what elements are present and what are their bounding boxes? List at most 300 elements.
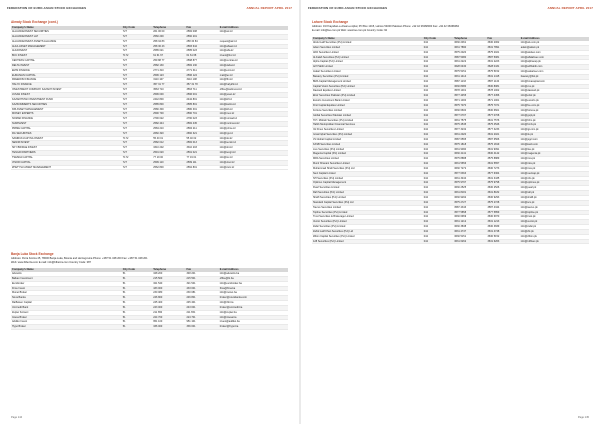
cell-fax: 3630 6970	[487, 215, 520, 220]
cell-city-code: 042	[423, 239, 453, 244]
cell-city-code: 727	[122, 30, 152, 34]
cell-company-name: Al-Falah Securities (Pvt) Limited	[312, 55, 423, 60]
cell-fax: 3630 4142	[487, 152, 520, 157]
cell-company-name: RG SECURITIES	[11, 131, 122, 136]
cell-company-name: Magenta Capital (Pvt) Limited	[312, 152, 423, 157]
cell-fax: 2596 001	[186, 92, 219, 97]
cell-fax: 2596 124	[186, 73, 219, 78]
cell-email[interactable]: info@arifhabib.com	[520, 65, 589, 70]
cell-city-code: 042	[423, 147, 453, 152]
cell-company-name: PRIME CAPITAL	[11, 126, 122, 131]
cell-fax: 3575 1819	[487, 142, 520, 147]
cell-company-name: Fortune Securities Limited	[312, 108, 423, 113]
cell-email[interactable]: info@bmacapital.com	[520, 79, 589, 84]
cell-company-name: Escorts Investment Bank Limited	[312, 99, 423, 104]
cell-telephone: 215 500	[152, 276, 185, 281]
col-header-city: City Code	[122, 26, 152, 30]
cell-telephone: 3630 2061	[453, 41, 486, 45]
cell-fax: 3630 6601	[487, 108, 520, 113]
cell-city-code: 042	[423, 176, 453, 181]
cell-telephone: 2596 000	[152, 92, 185, 97]
col-header-fax: Fax	[487, 37, 520, 41]
cell-telephone: 2560 200	[152, 34, 185, 39]
cell-telephone: 3631 4747	[453, 229, 486, 234]
cell-email[interactable]: info@mss.pk	[520, 166, 589, 171]
cell-company-name: MRA Securities Limited	[312, 157, 423, 162]
left-exchange-web: Web: www.blberza.com E-mail: info@blberza.com Country Code: 387	[11, 260, 91, 264]
cell-telephone: 259 88 77	[152, 59, 185, 64]
cell-telephone: 243 000	[152, 305, 185, 310]
cell-company-name: SAMRUK-KAZYNA INVEST	[11, 136, 122, 141]
col-header-email: E-mail Address	[219, 268, 288, 272]
cell-telephone: 3575 7070	[453, 103, 486, 108]
page-gutter	[299, 0, 301, 424]
cell-email[interactable]: fima@fima.ba	[219, 286, 288, 291]
cell-email[interactable]: info@visor.kz	[219, 160, 288, 165]
cell-email[interactable]: info@gspl.pk	[520, 113, 589, 118]
cell-telephone: 3587 1133	[453, 79, 486, 84]
cell-email[interactable]: request@aic.kz	[219, 39, 288, 44]
cell-fax: 3628 0431	[487, 65, 520, 70]
cell-company-name: ZHETYSU ASSET MANAGEMENT	[11, 165, 122, 170]
cell-email[interactable]: info@sbi.kz	[219, 146, 288, 151]
cell-fax: 3630 9293	[487, 196, 520, 201]
cell-company-name: Rafi Securities (Pvt) Limited	[312, 191, 423, 196]
cell-email[interactable]: info@nextcap.pk	[520, 171, 589, 176]
cell-company-name: DELTA INVEST	[11, 63, 122, 68]
cell-email[interactable]: info@ffin.kz	[219, 78, 288, 83]
cell-company-name: Balkan Investment	[11, 276, 122, 281]
cell-fax: 243 001	[186, 305, 219, 310]
cell-telephone: 951 100	[152, 320, 185, 325]
cell-city-code: 727	[122, 88, 152, 93]
cell-telephone: 3577 3232	[453, 128, 486, 133]
cell-email[interactable]: adam@adam.pk	[520, 45, 589, 50]
cell-fax: 3630 2062	[487, 41, 520, 45]
cell-company-name: ALLIANCEINVEST SECURITIES	[11, 30, 122, 34]
cell-email[interactable]: info@dawood.pk	[520, 89, 589, 94]
cell-email[interactable]: info@monet.ba	[219, 291, 288, 296]
right-exchange-web: E-mail: info@lse.com.pk Web: www.lse.com.pk Country Code: 92	[312, 28, 388, 32]
cell-telephone: 2582 444	[152, 122, 185, 127]
cell-fax: 951 101	[186, 320, 219, 325]
cell-email[interactable]: info@eurobroker.ba	[219, 281, 288, 286]
col-header-fax: Fax	[186, 268, 219, 272]
cell-telephone: 348 200	[152, 272, 185, 276]
cell-city-code: 042	[423, 196, 453, 201]
cell-telephone: 3578 1001	[453, 89, 486, 94]
cell-company-name: KIB ASSET MANAGEMENT	[11, 107, 122, 112]
cell-fax: 3575 5152	[487, 70, 520, 75]
cell-email[interactable]: broker@unicredit.ba	[219, 305, 288, 310]
cell-company-name: NURINVEST	[11, 122, 122, 127]
right-page	[304, 0, 597, 424]
cell-company-name: Muhammad Shafi Securities (Pvt) Ltd	[312, 166, 423, 171]
cell-fax: 2582 013	[186, 141, 219, 146]
cell-telephone: 321 540	[152, 281, 185, 286]
cell-email[interactable]: info@zepter.ba	[219, 310, 288, 315]
cell-city-code: 042	[423, 229, 453, 234]
cell-telephone: 246 800	[152, 296, 185, 301]
cell-city-code: 042	[423, 123, 453, 128]
cell-fax: 3631 1213	[487, 220, 520, 225]
cell-fax: 3630 7273	[487, 166, 520, 171]
cell-email[interactable]: mail@ec.kz	[219, 73, 288, 78]
left-exchange-info	[11, 257, 288, 264]
cell-email[interactable]: info@hmfs.pk	[520, 123, 589, 128]
cell-company-name: MONEY EXPERTS	[11, 112, 122, 117]
cell-fax: 3631 7891	[487, 45, 520, 50]
cell-city-code: 727	[122, 49, 152, 54]
cell-telephone: 224 700	[152, 315, 185, 320]
cell-email[interactable]: info@zafar.pk	[520, 225, 589, 230]
cell-email[interactable]: info@fce.com.pk	[520, 103, 589, 108]
cell-email[interactable]: info@jsgcl.com	[520, 137, 589, 142]
cell-telephone: 3577 4455	[453, 94, 486, 99]
cell-company-name: NH Securities (Pvt) Limited	[312, 176, 423, 181]
cell-email[interactable]: info@tengri.kz	[219, 151, 288, 156]
cell-company-name: Ismail Iqbal Securities (Pvt) Limited	[312, 133, 423, 138]
cell-company-name: INVESTMENT COMPANY KAZAKH INVEST	[11, 88, 122, 93]
cell-email[interactable]: info@nomad.kz	[219, 117, 288, 122]
cell-city-code: 727	[122, 39, 152, 44]
cell-email[interactable]: info@ski.kz	[219, 136, 288, 141]
col-header-city: City Code	[423, 37, 453, 41]
cell-company-name: TENGRI PARTNERS	[11, 151, 122, 156]
cell-city-code: 042	[423, 60, 453, 65]
cell-telephone: 3630 6969	[453, 215, 486, 220]
cell-email[interactable]: info@askarisec.com	[520, 70, 589, 75]
cell-city-code: 727	[122, 165, 152, 170]
cell-email[interactable]: info@igi.com.pk	[520, 128, 589, 133]
cell-telephone: 3630 3838	[453, 225, 486, 230]
cell-telephone: 258 34 83	[152, 39, 185, 44]
cell-email[interactable]: broker@novabanka.com	[219, 296, 288, 301]
cell-company-name: Addiko Invest	[11, 320, 122, 325]
cell-email[interactable]: info@kasb.com	[520, 142, 589, 147]
cell-email[interactable]: info@zam.kz	[219, 165, 288, 170]
cell-fax: 3575 4546	[487, 123, 520, 128]
cell-telephone: 2591 020	[152, 151, 185, 156]
cell-email[interactable]: info@mra.pk	[520, 157, 589, 162]
cell-fax: 3631 4748	[487, 229, 520, 234]
cell-telephone: 3577 5858	[453, 210, 486, 215]
cell-city-code: 042	[423, 70, 453, 75]
cell-telephone: 3630 8080	[453, 84, 486, 89]
cell-company-name: Raiffeisen Capital	[11, 301, 122, 306]
cell-email[interactable]: info@tsc.kz	[219, 155, 288, 160]
cell-telephone: 3631 1212	[453, 220, 486, 225]
cell-email[interactable]: info@escorts.pk	[520, 99, 589, 104]
cell-company-name: VISOR CAPITAL	[11, 160, 122, 165]
cell-fax: 433 001	[186, 286, 219, 291]
cell-email[interactable]: broker@hypo.ba	[219, 325, 288, 330]
cell-company-name: Fima Invest	[11, 286, 122, 291]
left-report-header: ANNUAL REPORT APRIL 2017	[246, 6, 292, 10]
cell-email[interactable]: info@fortune.pk	[520, 108, 589, 113]
cell-email[interactable]: info@pearl.pk	[520, 186, 589, 191]
cell-city-code: 042	[423, 220, 453, 225]
cell-company-name: Monet Broker	[11, 291, 122, 296]
cell-city-code: 042	[423, 133, 453, 138]
cell-city-code: 042	[423, 41, 453, 45]
cell-email[interactable]: info@nhs.pk	[520, 176, 589, 181]
cell-fax: 3587 1134	[487, 79, 520, 84]
left-section2-title: Banja Luka Stock Exchange	[11, 252, 54, 256]
cell-company-name: ALFAINVEST	[11, 49, 122, 54]
cell-fax: 3575 7071	[487, 103, 520, 108]
cell-email[interactable]: info@als.com.pk	[520, 41, 589, 45]
cell-email[interactable]: info@nurinvest.kz	[219, 122, 288, 127]
cell-company-name: Next Capital Limited	[312, 171, 423, 176]
cell-email[interactable]: info@live.pk	[520, 147, 589, 152]
cell-email[interactable]: info@kif.kz	[219, 97, 288, 102]
right-exchange-address: Address: 19 Khayaban-e-Aiwan-e-Iqbal, PO Box 1315, Lahore 54000 Pakistan Phone: +92 42 36368000 Fax: +92 42 36368484	[312, 25, 459, 28]
cell-city-code: 727	[122, 160, 152, 165]
table-row	[11, 325, 288, 330]
cell-fax: 3587 6566	[487, 137, 520, 142]
cell-fax: 2442 801	[186, 97, 219, 102]
cell-email[interactable]: info@vector.pk	[520, 220, 589, 225]
cell-fax: 55 40 02	[186, 136, 219, 141]
cell-city-code: 51	[122, 291, 152, 296]
cell-email[interactable]: info@scs.pk	[520, 200, 589, 205]
cell-city-code: 727	[122, 78, 152, 83]
cell-company-name: Dawood Equities Limited	[312, 89, 423, 94]
cell-email[interactable]: invest@addiko.ba	[219, 320, 288, 325]
cell-telephone: 2596 123	[152, 73, 185, 78]
cell-city-code: 7172	[122, 136, 152, 141]
cell-telephone: 433 000	[152, 286, 185, 291]
cell-telephone: 2584 210	[152, 126, 185, 131]
cell-email[interactable]: office@kazinvest.kz	[219, 88, 288, 93]
col-header-fax: Fax	[186, 26, 219, 30]
cell-fax: 2580 301	[186, 107, 219, 112]
cell-email[interactable]: info@alfaam.kz	[219, 44, 288, 49]
cell-email[interactable]: info@iis.pk	[520, 133, 589, 138]
cell-telephone: 3575 2727	[453, 200, 486, 205]
cell-city-code: 51	[122, 320, 152, 325]
cell-telephone: 211 650	[152, 310, 185, 315]
cell-city-code: 727	[122, 97, 152, 102]
cell-telephone: 3631 3434	[453, 176, 486, 181]
cell-city-code: 042	[423, 137, 453, 142]
cell-email[interactable]: info@alfa.kz	[219, 49, 288, 54]
col-header-city: City Code	[122, 268, 152, 272]
cell-city-code: 51	[122, 276, 152, 281]
cell-email[interactable]: info@jusan.kz	[219, 92, 288, 97]
cell-telephone: 2442 800	[152, 97, 185, 102]
cell-email[interactable]: info@mex.kz	[219, 112, 288, 117]
cell-company-name: Hypo Broker	[11, 325, 122, 330]
cell-telephone: 3577 6363	[453, 171, 486, 176]
table-row	[11, 165, 288, 170]
cell-email[interactable]: info@zlk.pk	[520, 229, 589, 234]
cell-telephone: 3575 1818	[453, 142, 486, 147]
cell-company-name: Bawany Securities (Pvt) Limited	[312, 74, 423, 79]
cell-email[interactable]: info@aic.kz	[219, 30, 288, 34]
cell-email[interactable]: info@128sec.pk	[520, 239, 589, 244]
cell-city-code: 727	[122, 44, 152, 49]
cell-email[interactable]: invest@bcc.kz	[219, 54, 288, 59]
cell-email[interactable]: info@optimus.pk	[520, 181, 589, 186]
cell-fax: 2582 445	[186, 122, 219, 127]
cell-company-name: EURASIAN CAPITAL	[11, 73, 122, 78]
cell-telephone: 3631 7575	[453, 118, 486, 123]
cell-company-name: ALLIANCEINVEST LLP	[11, 34, 122, 39]
cell-fax: 215 501	[186, 276, 219, 281]
cell-email[interactable]: info@advantis.ba	[219, 272, 288, 276]
cell-telephone: 3628 0430	[453, 65, 486, 70]
cell-company-name: Eurobroker	[11, 281, 122, 286]
cell-fax: 3630 3839	[487, 225, 520, 230]
cell-email[interactable]: info@cvs.pk	[520, 84, 589, 89]
cell-fax: 2583 644	[186, 44, 219, 49]
right-exchange-info	[312, 25, 589, 32]
cell-city-code: 727	[122, 83, 152, 88]
cell-email[interactable]: info@akdsec.com	[520, 50, 589, 55]
cell-telephone: 336 000	[152, 325, 185, 330]
cell-company-name: Abdul Latif Securities (Pvt) Limited	[312, 41, 423, 45]
cell-email[interactable]: info@intesa.ba	[219, 315, 288, 320]
cell-city-code: 51	[122, 325, 152, 330]
cell-company-name: KAZAKHSTAN INVESTMENT FUND	[11, 97, 122, 102]
cell-telephone: 3630 9292	[453, 196, 486, 201]
cell-email[interactable]: info@shaffi.pk	[520, 196, 589, 201]
cell-city-code: 042	[423, 157, 453, 162]
cell-city-code: 51	[122, 310, 152, 315]
cell-city-code: 727	[122, 73, 152, 78]
cell-company-name: Global Securities Pakistan Limited	[312, 113, 423, 118]
cell-email[interactable]: info@prime.kz	[219, 126, 288, 131]
cell-company-name: Advantis	[11, 272, 122, 276]
cell-fax: 3563 711	[186, 88, 219, 93]
cell-city-code: 51	[122, 305, 152, 310]
cell-telephone: 2771 310	[152, 68, 185, 73]
cell-telephone: 3631 2222	[453, 60, 486, 65]
cell-telephone: 3575 5151	[453, 70, 486, 75]
cell-telephone: 3631 9090	[453, 147, 486, 152]
cell-fax: 61 61 68	[186, 54, 219, 59]
cell-city-code: 7172	[122, 54, 152, 59]
col-header-name: Company's Name	[11, 26, 122, 30]
cell-email[interactable]: info@alphacap.pk	[520, 60, 589, 65]
cell-fax: 224 701	[186, 315, 219, 320]
cell-company-name: Zafar Securities (Pvt) Limited	[312, 225, 423, 230]
cell-email[interactable]: info@alfalahsec.com	[520, 55, 589, 60]
cell-telephone: 2660 320	[152, 131, 185, 136]
cell-city-code: 727	[122, 146, 152, 151]
cell-city-code: 042	[423, 186, 453, 191]
cell-city-code: 727	[122, 68, 152, 73]
col-header-tel: Telephone	[152, 26, 185, 30]
cell-city-code: 727	[122, 151, 152, 156]
cell-city-code: 042	[423, 74, 453, 79]
cell-email[interactable]: info@senim.kz	[219, 141, 288, 146]
cell-telephone: 3630 4141	[453, 152, 486, 157]
cell-city-code: 51	[122, 272, 152, 276]
cell-fax: 2660 321	[186, 131, 219, 136]
cell-telephone: 2599 110	[152, 160, 185, 165]
cell-city-code: 042	[423, 215, 453, 220]
cell-city-code: 727	[122, 59, 152, 64]
left-members-table	[11, 26, 288, 170]
cell-email[interactable]: info@delta.kz	[219, 63, 288, 68]
cell-city-code: 042	[423, 191, 453, 196]
cell-email[interactable]: info@mks.pk	[520, 162, 589, 167]
cell-fax: 2790 023	[186, 117, 219, 122]
cell-company-name: IGI Finex Securities Limited	[312, 128, 423, 133]
cell-city-code: 042	[423, 225, 453, 230]
cell-email[interactable]: info@trust.pk	[520, 215, 589, 220]
cell-company-name: ALFA-ASSET MANAGEMENT	[11, 44, 122, 49]
cell-email[interactable]: info@halykfin.kz	[219, 83, 288, 88]
cell-city-code: 727	[122, 112, 152, 117]
cell-email[interactable]: info@hhm.pk	[520, 118, 589, 123]
right-org-header: FEDERATION OF EURO-ASIAN STOCK EXCHANGES	[308, 6, 388, 10]
cell-email[interactable]: bawany@bsl.pk	[520, 74, 589, 79]
cell-email[interactable]: info@topline.pk	[520, 210, 589, 215]
cell-company-name: Nova Banka	[11, 296, 122, 301]
cell-city-code: 51	[122, 301, 152, 306]
cell-company-name: Unicredit Bank	[11, 305, 122, 310]
cell-fax: 3575 9798	[487, 181, 520, 186]
cell-city-code: 042	[423, 99, 453, 104]
cell-company-name: Shaffi Securities (Pvt) Limited	[312, 196, 423, 201]
cell-email[interactable]: info@kazks.kz	[219, 102, 288, 107]
cell-telephone: 2585 021	[152, 49, 185, 54]
cell-city-code: 042	[423, 118, 453, 123]
cell-fax: 3631 9091	[487, 147, 520, 152]
cell-email[interactable]: info@magenta.pk	[520, 152, 589, 157]
cell-company-name: Alpha Capital (Pvt) Limited	[312, 60, 423, 65]
cell-fax: 3631 2021	[487, 133, 520, 138]
cell-email[interactable]: info@rbb.ba	[219, 301, 288, 306]
cell-telephone: 55 40 01	[152, 136, 185, 141]
cell-telephone: 2582 130	[152, 63, 185, 68]
cell-company-name: KASB Securities Limited	[312, 142, 423, 147]
left-page	[3, 0, 296, 424]
cell-city-code: 042	[423, 171, 453, 176]
cell-fax: 3587 4344	[487, 205, 520, 210]
col-header-tel: Telephone	[453, 37, 486, 41]
cell-email[interactable]: info@centras.kz	[219, 59, 288, 64]
cell-city-code: 727	[122, 107, 152, 112]
cell-email[interactable]: info@kib.kz	[219, 107, 288, 112]
cell-company-name: Adam Securities Limited	[312, 45, 423, 50]
cell-fax: 357 31 78	[186, 83, 219, 88]
cell-telephone: 3630 2525	[453, 186, 486, 191]
cell-email[interactable]: info@elixir.pk	[520, 94, 589, 99]
cell-fax: 3577 0708	[487, 113, 520, 118]
cell-fax: 2585 801	[186, 102, 219, 107]
cell-email[interactable]: info@emis.kz	[219, 68, 288, 73]
cell-telephone: 2580 300	[152, 107, 185, 112]
cell-company-name: Munir Khanani Securities Limited	[312, 162, 423, 167]
cell-telephone: 2562 800	[152, 165, 185, 170]
cell-company-name: HALYK FINANCE	[11, 83, 122, 88]
cell-email[interactable]: info@zillion.pk	[520, 234, 589, 239]
cell-city-code: 727	[122, 141, 152, 146]
cell-telephone: 2790 022	[152, 117, 185, 122]
cell-fax: 3575 2728	[487, 200, 520, 205]
cell-company-name: Intesa Broker	[11, 315, 122, 320]
cell-email[interactable]: info@taurus.pk	[520, 205, 589, 210]
cell-email[interactable]: info@rafi.pk	[520, 191, 589, 196]
cell-fax: 3577 5859	[487, 210, 520, 215]
cell-email[interactable]: office@bi.ba	[219, 276, 288, 281]
cell-email[interactable]: info@rgs.kz	[219, 131, 288, 136]
